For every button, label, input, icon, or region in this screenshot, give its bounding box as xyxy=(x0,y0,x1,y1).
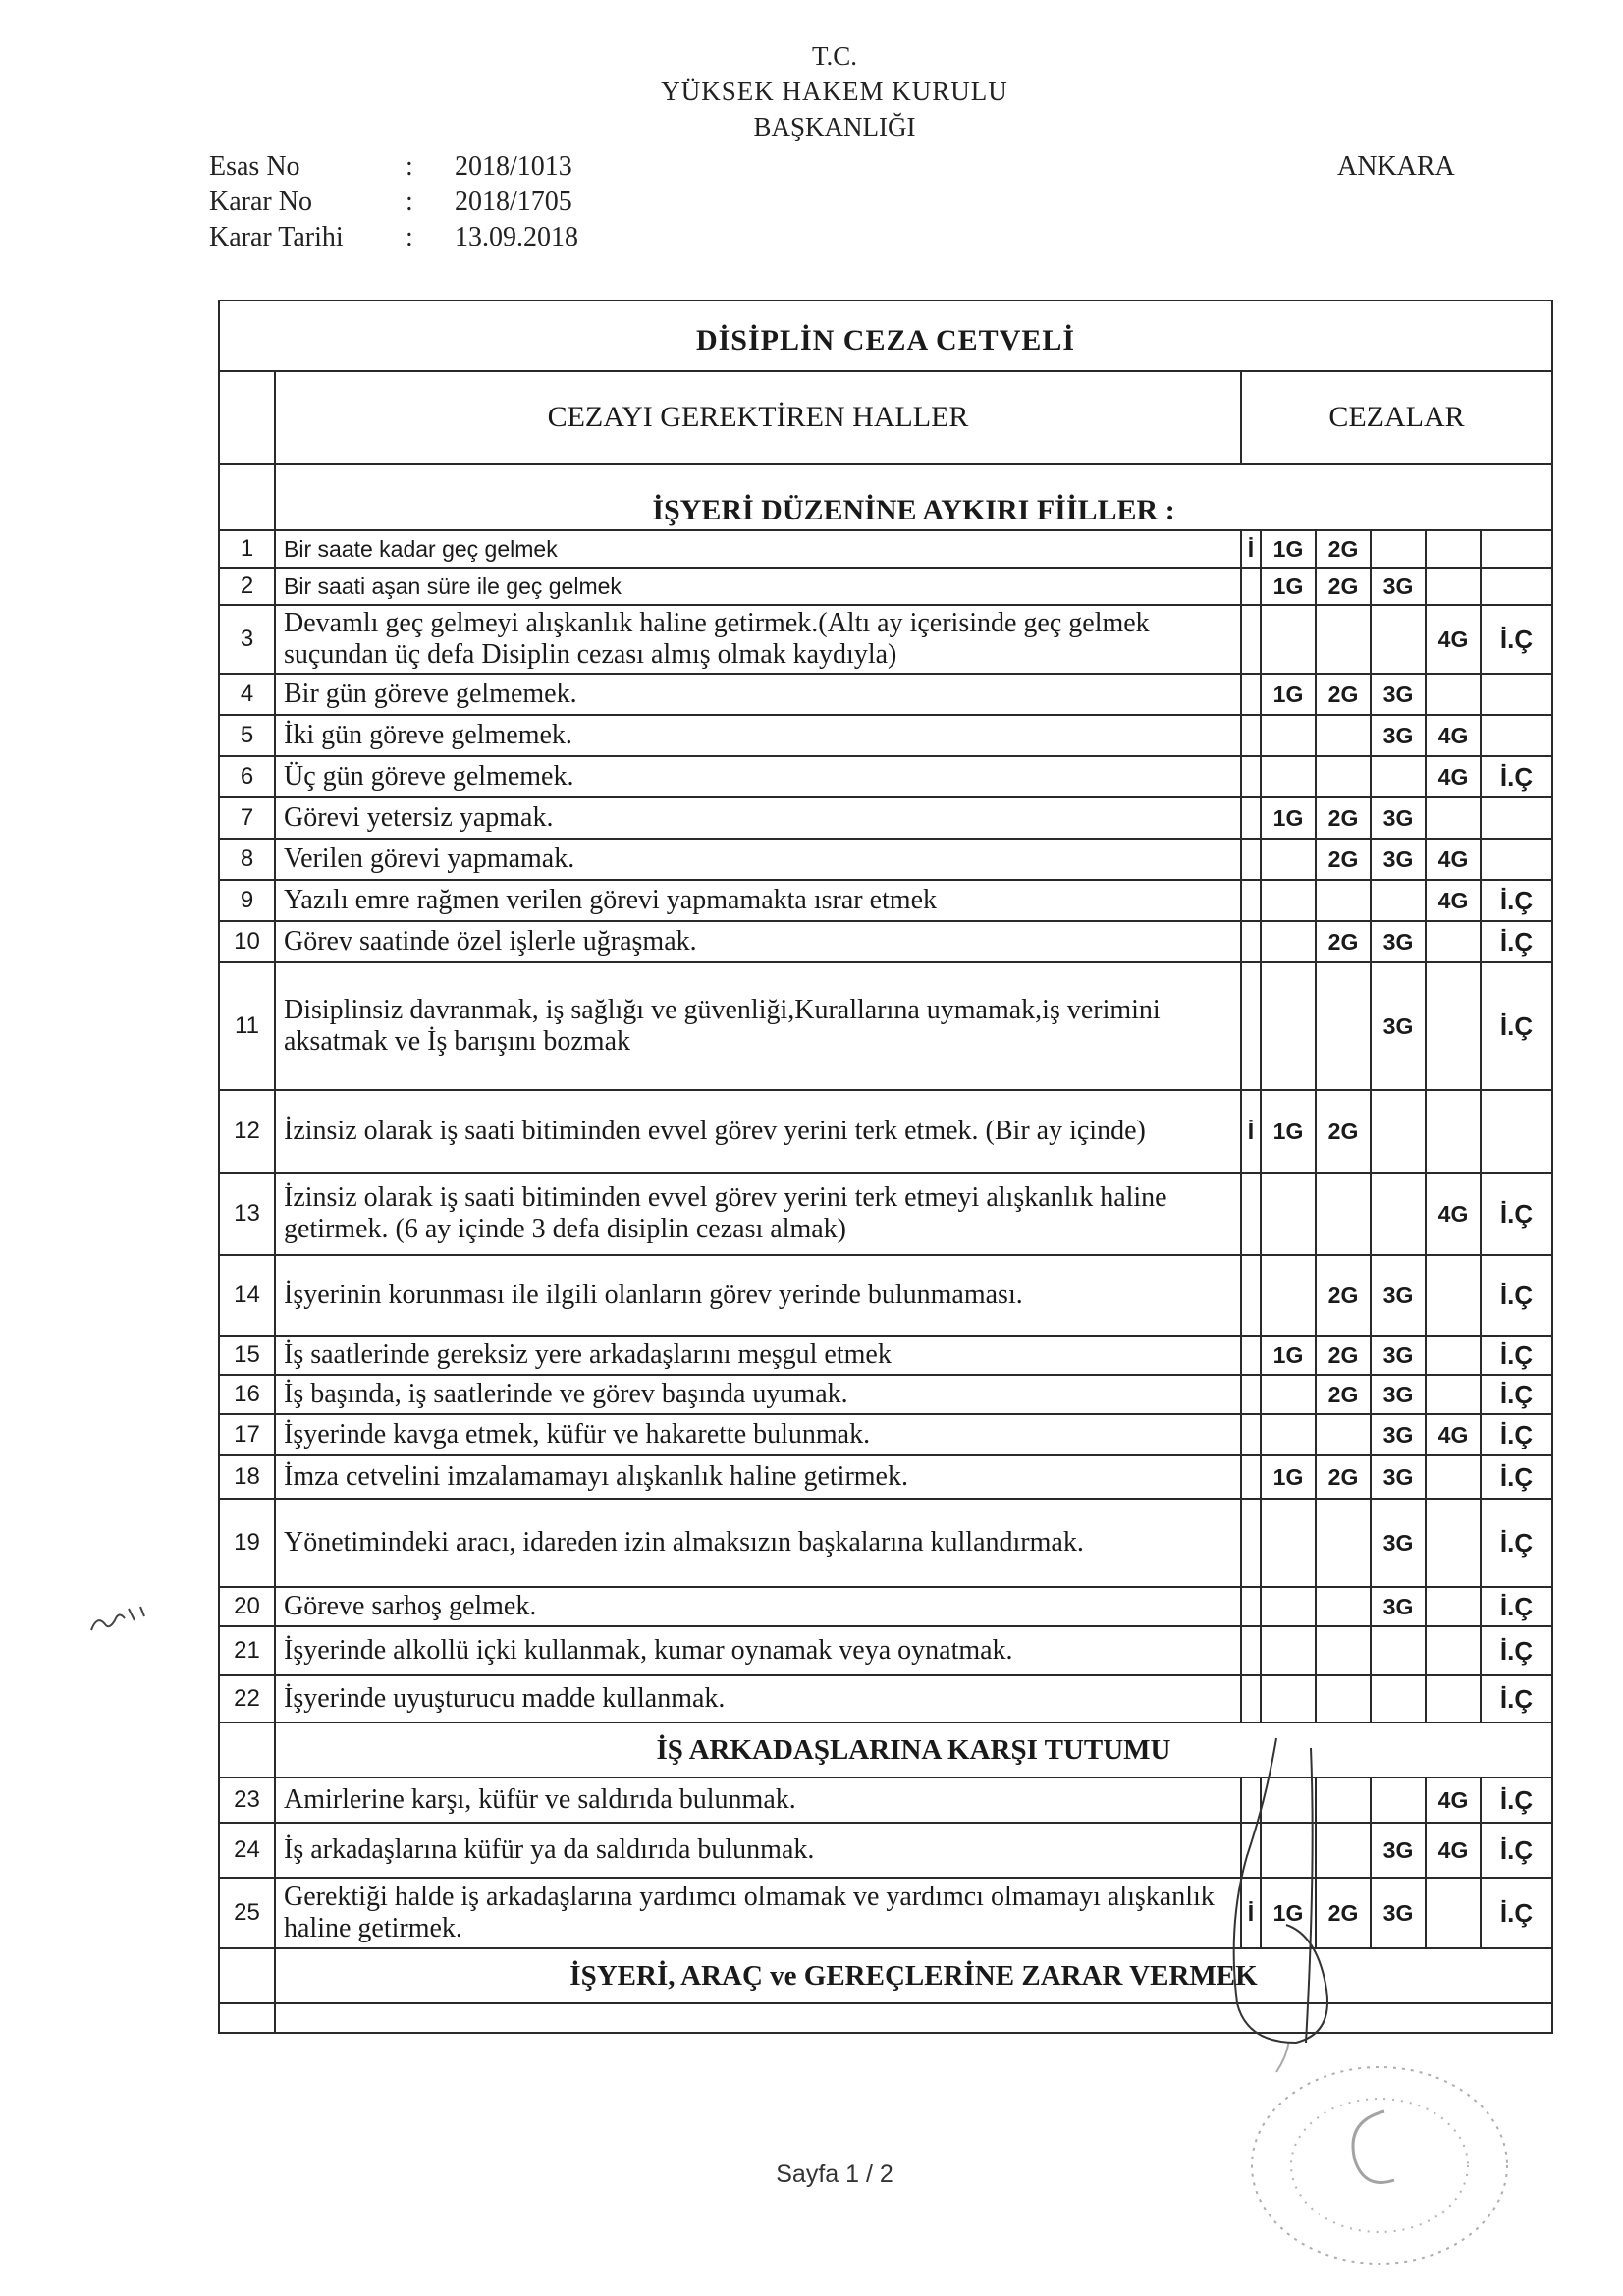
penalty-cell: 4G xyxy=(1426,1414,1481,1455)
signature-icon xyxy=(1217,1719,1375,2072)
table-row xyxy=(219,1455,1552,1499)
penalty-cell xyxy=(1316,756,1371,797)
penalty-cell: 1G xyxy=(1261,568,1316,605)
table-row xyxy=(219,1587,1552,1626)
col-head-cases: CEZAYI GEREKTİREN HALLER xyxy=(275,371,1241,464)
penalty-cell xyxy=(1241,1499,1261,1587)
penalty-cell: 3G xyxy=(1371,921,1426,962)
penalty-cell: 1G xyxy=(1261,1455,1316,1499)
row-description: Bir saati aşan süre ile geç gelmek xyxy=(275,568,1241,605)
penalty-cell xyxy=(1261,1675,1316,1722)
table-row xyxy=(219,756,1552,797)
meta-sep: : xyxy=(406,222,413,252)
table-row xyxy=(219,605,1552,674)
penalty-cell: 2G xyxy=(1316,1375,1371,1414)
penalty-cell xyxy=(1426,797,1481,839)
penalty-cell: İ xyxy=(1241,1878,1261,1948)
meta-value: 2018/1013 xyxy=(455,151,572,182)
penalty-cell xyxy=(1316,1675,1371,1722)
penalty-cell: İ.Ç xyxy=(1481,1878,1552,1948)
penalty-cell: 1G xyxy=(1261,530,1316,568)
penalty-cell: 4G xyxy=(1426,1777,1481,1823)
penalty-cell xyxy=(1371,605,1426,674)
row-number: 5 xyxy=(219,715,275,756)
case-meta xyxy=(209,149,578,255)
penalty-cell: İ xyxy=(1241,530,1261,568)
meta-label: Karar No xyxy=(209,187,312,217)
penalty-cell xyxy=(1241,1375,1261,1414)
penalty-cell: 2G xyxy=(1316,839,1371,880)
section-num-empty xyxy=(219,1948,275,2003)
row-number: 8 xyxy=(219,839,275,880)
city-label: ANKARA xyxy=(1337,151,1455,182)
penalty-cell xyxy=(1241,797,1261,839)
penalty-cell xyxy=(1241,568,1261,605)
row-number: 1 xyxy=(219,530,275,568)
penalty-cell xyxy=(1241,605,1261,674)
penalty-cell xyxy=(1426,1455,1481,1499)
row-number: 24 xyxy=(219,1823,275,1878)
row-description: Devamlı geç gelmeyi alışkanlık haline getirmek.(Altı ay içerisinde geç gelmek suçundan üç defa Disiplin cezası almış olmak kaydıyla) xyxy=(275,605,1241,674)
table-row xyxy=(219,1336,1552,1375)
penalty-cell xyxy=(1426,1090,1481,1173)
penalty-cell xyxy=(1241,1173,1261,1255)
penalty-cell xyxy=(1481,797,1552,839)
section-title: İŞYERİ DÜZENİNE AYKIRI FİİLLER : xyxy=(275,464,1552,530)
meta-row xyxy=(209,220,578,255)
header-presidency: BAŞKANLIĞI xyxy=(753,112,916,141)
margin-scribble-icon xyxy=(83,1591,162,1650)
penalty-cell: İ.Ç xyxy=(1481,1255,1552,1336)
penalty-cell xyxy=(1261,1499,1316,1587)
penalty-cell: İ.Ç xyxy=(1481,1823,1552,1878)
penalty-cell: 2G xyxy=(1316,921,1371,962)
penalty-cell: 4G xyxy=(1426,1173,1481,1255)
penalty-cell: İ.Ç xyxy=(1481,1499,1552,1587)
penalty-cell xyxy=(1261,1375,1316,1414)
row-description: Verilen görevi yapmamak. xyxy=(275,839,1241,880)
penalty-cell xyxy=(1261,1626,1316,1675)
penalty-cell xyxy=(1241,756,1261,797)
penalty-cell xyxy=(1241,1675,1261,1722)
penalty-cell: 2G xyxy=(1316,530,1371,568)
penalty-cell: 4G xyxy=(1426,880,1481,921)
penalty-cell: 3G xyxy=(1371,1587,1426,1626)
penalty-cell xyxy=(1426,1499,1481,1587)
penalty-cell xyxy=(1261,1587,1316,1626)
penalty-cell xyxy=(1241,962,1261,1090)
penalty-cell xyxy=(1241,880,1261,921)
row-description: Göreve sarhoş gelmek. xyxy=(275,1587,1241,1626)
penalty-cell: 3G xyxy=(1371,839,1426,880)
penalty-cell xyxy=(1481,674,1552,715)
penalty-cell: 4G xyxy=(1426,839,1481,880)
table-row xyxy=(219,568,1552,605)
table-row xyxy=(219,530,1552,568)
penalty-cell xyxy=(1426,962,1481,1090)
penalty-cell xyxy=(1481,715,1552,756)
row-number: 4 xyxy=(219,674,275,715)
penalty-cell xyxy=(1261,605,1316,674)
penalty-cell: 3G xyxy=(1371,797,1426,839)
page-number: Sayfa 1 / 2 xyxy=(776,2160,893,2188)
row-description: Disiplinsiz davranmak, iş sağlığı ve güvenliği,Kurallarına uymamak,iş verimini aksatmak ve İş barışını bozmak xyxy=(275,962,1241,1090)
meta-value: 13.09.2018 xyxy=(455,222,578,252)
row-number: 21 xyxy=(219,1626,275,1675)
penalty-cell xyxy=(1261,839,1316,880)
penalty-cell xyxy=(1261,962,1316,1090)
penalty-cell xyxy=(1426,1375,1481,1414)
col-head-penalties: CEZALAR xyxy=(1241,371,1552,464)
penalty-cell: 3G xyxy=(1371,1414,1426,1455)
penalty-cell xyxy=(1371,1090,1426,1173)
penalty-cell: İ.Ç xyxy=(1481,1587,1552,1626)
row-description: Yazılı emre rağmen verilen görevi yapmamakta ısrar etmek xyxy=(275,880,1241,921)
row-number: 3 xyxy=(219,605,275,674)
penalty-cell: İ.Ç xyxy=(1481,880,1552,921)
penalty-cell: 4G xyxy=(1426,1823,1481,1878)
penalty-cell xyxy=(1371,1626,1426,1675)
penalty-cell: 1G xyxy=(1261,674,1316,715)
row-description: Görevi yetersiz yapmak. xyxy=(275,797,1241,839)
penalty-cell: 3G xyxy=(1371,1255,1426,1336)
penalty-cell xyxy=(1316,1626,1371,1675)
table-row xyxy=(219,839,1552,880)
row-number: 22 xyxy=(219,1675,275,1722)
row-description: İşyerinde kavga etmek, küfür ve hakarette bulunmak. xyxy=(275,1414,1241,1455)
penalty-cell xyxy=(1481,568,1552,605)
penalty-cell: İ.Ç xyxy=(1481,921,1552,962)
penalty-cell: 4G xyxy=(1426,715,1481,756)
penalty-cell xyxy=(1241,1626,1261,1675)
row-number: 12 xyxy=(219,1090,275,1173)
penalty-cell xyxy=(1481,839,1552,880)
row-description: Gerektiği halde iş arkadaşlarına yardımcı olmamak ve yardımcı olmamayı alışkanlık haline getirmek. xyxy=(275,1878,1241,1948)
penalty-cell: 2G xyxy=(1316,797,1371,839)
row-description: İzinsiz olarak iş saati bitiminden evvel görev yerini terk etmek. (Bir ay içinde) xyxy=(275,1090,1241,1173)
penalty-cell xyxy=(1371,1173,1426,1255)
penalty-cell: 3G xyxy=(1371,1375,1426,1414)
penalty-cell xyxy=(1371,1675,1426,1722)
penalty-cell: 3G xyxy=(1371,962,1426,1090)
penalty-cell xyxy=(1371,880,1426,921)
penalty-cell: İ.Ç xyxy=(1481,1675,1552,1722)
penalty-cell: 3G xyxy=(1371,1455,1426,1499)
penalty-cell xyxy=(1426,674,1481,715)
row-description: İşyerinde alkollü içki kullanmak, kumar oynamak veya oynatmak. xyxy=(275,1626,1241,1675)
penalty-cell xyxy=(1426,1675,1481,1722)
row-number: 11 xyxy=(219,962,275,1090)
penalty-cell: 4G xyxy=(1426,756,1481,797)
penalty-cell xyxy=(1261,1414,1316,1455)
row-number: 20 xyxy=(219,1587,275,1626)
penalty-cell: 2G xyxy=(1316,1255,1371,1336)
table-row xyxy=(219,715,1552,756)
table-row xyxy=(219,1414,1552,1455)
penalty-cell xyxy=(1371,756,1426,797)
penalty-cell: 2G xyxy=(1316,1878,1371,1948)
row-number: 25 xyxy=(219,1878,275,1948)
penalty-cell xyxy=(1316,715,1371,756)
penalty-cell xyxy=(1316,605,1371,674)
penalty-cell: 3G xyxy=(1371,674,1426,715)
penalty-cell: 1G xyxy=(1261,797,1316,839)
penalty-cell xyxy=(1241,674,1261,715)
row-number: 16 xyxy=(219,1375,275,1414)
row-description: İzinsiz olarak iş saati bitiminden evvel görev yerini terk etmeyi alışkanlık haline getirmek. (6 ay içinde 3 defa disiplin cezası almak) xyxy=(275,1173,1241,1255)
row-number: 18 xyxy=(219,1455,275,1499)
row-description: Bir saate kadar geç gelmek xyxy=(275,530,1241,568)
meta-sep: : xyxy=(406,187,413,217)
table-row xyxy=(219,880,1552,921)
penalty-cell xyxy=(1426,1587,1481,1626)
meta-value: 2018/1705 xyxy=(455,187,572,217)
row-number: 17 xyxy=(219,1414,275,1455)
meta-row xyxy=(209,185,578,220)
row-description: Üç gün göreve gelmemek. xyxy=(275,756,1241,797)
penalty-cell: 2G xyxy=(1316,1090,1371,1173)
table-row xyxy=(219,921,1552,962)
table-row xyxy=(219,1173,1552,1255)
header-tc: T.C. xyxy=(812,41,857,71)
meta-label: Karar Tarihi xyxy=(209,222,344,252)
row-number: 14 xyxy=(219,1255,275,1336)
row-description: İş arkadaşlarına küfür ya da saldırıda bulunmak. xyxy=(275,1823,1241,1878)
row-description: İşyerinde uyuşturucu madde kullanmak. xyxy=(275,1675,1241,1722)
penalty-cell xyxy=(1241,921,1261,962)
row-description: Bir gün göreve gelmemek. xyxy=(275,674,1241,715)
table-row xyxy=(219,674,1552,715)
penalty-cell: 1G xyxy=(1261,1878,1316,1948)
penalty-cell: İ.Ç xyxy=(1481,1336,1552,1375)
penalty-cell: 3G xyxy=(1371,715,1426,756)
penalty-cell: 2G xyxy=(1316,1336,1371,1375)
penalty-cell xyxy=(1316,1414,1371,1455)
table-row xyxy=(219,1090,1552,1173)
row-description: Amirlerine karşı, küfür ve saldırıda bulunmak. xyxy=(275,1777,1241,1823)
meta-label: Esas No xyxy=(209,151,300,182)
penalty-cell: İ.Ç xyxy=(1481,756,1552,797)
penalty-cell xyxy=(1426,1336,1481,1375)
table-row xyxy=(219,797,1552,839)
section-title: İŞYERİ, ARAÇ ve GEREÇLERİNE ZARAR VERMEK xyxy=(275,1948,1552,2003)
penalty-cell xyxy=(1481,1090,1552,1173)
penalty-cell xyxy=(1241,839,1261,880)
penalty-cell: İ.Ç xyxy=(1481,1414,1552,1455)
penalty-cell xyxy=(1241,1414,1261,1455)
section-title: İŞ ARKADAŞLARINA KARŞI TUTUMU xyxy=(275,1722,1552,1777)
row-description: İmza cetvelini imzalamamayı alışkanlık haline getirmek. xyxy=(275,1455,1241,1499)
penalty-cell xyxy=(1241,1455,1261,1499)
table-row xyxy=(219,1626,1552,1675)
penalty-cell: İ xyxy=(1241,1090,1261,1173)
penalty-cell xyxy=(1261,880,1316,921)
official-stamp-icon xyxy=(1237,2043,1522,2269)
penalty-cell: 3G xyxy=(1371,1823,1426,1878)
blank-cell xyxy=(219,2003,275,2033)
penalty-cell xyxy=(1481,530,1552,568)
penalty-cell: 3G xyxy=(1371,568,1426,605)
penalty-cell xyxy=(1261,1255,1316,1336)
row-number: 13 xyxy=(219,1173,275,1255)
penalty-cell xyxy=(1426,1255,1481,1336)
penalty-cell: İ.Ç xyxy=(1481,1455,1552,1499)
penalty-cell: İ.Ç xyxy=(1481,1626,1552,1675)
penalty-cell xyxy=(1241,1587,1261,1626)
penalty-cell xyxy=(1426,921,1481,962)
penalty-cell xyxy=(1241,1255,1261,1336)
penalty-cell: 1G xyxy=(1261,1090,1316,1173)
penalty-cell xyxy=(1371,1777,1426,1823)
penalty-cell xyxy=(1261,1173,1316,1255)
row-number: 23 xyxy=(219,1777,275,1823)
penalty-cell xyxy=(1241,1336,1261,1375)
penalty-cell: 3G xyxy=(1371,1878,1426,1948)
penalty-cell: 3G xyxy=(1371,1499,1426,1587)
row-number: 6 xyxy=(219,756,275,797)
penalty-cell: 2G xyxy=(1316,568,1371,605)
row-description: İki gün göreve gelmemek. xyxy=(275,715,1241,756)
row-description: Görev saatinde özel işlerle uğraşmak. xyxy=(275,921,1241,962)
penalty-cell: 2G xyxy=(1316,674,1371,715)
table-row xyxy=(219,1255,1552,1336)
penalty-cell: 4G xyxy=(1426,605,1481,674)
row-description: İş saatlerinde gereksiz yere arkadaşlarını meşgul etmek xyxy=(275,1336,1241,1375)
penalty-cell xyxy=(1371,530,1426,568)
penalty-cell xyxy=(1316,880,1371,921)
section-num-empty xyxy=(219,1722,275,1777)
row-number: 15 xyxy=(219,1336,275,1375)
col-head-empty xyxy=(219,371,275,464)
penalty-cell: 2G xyxy=(1316,1455,1371,1499)
penalty-cell: İ.Ç xyxy=(1481,1777,1552,1823)
meta-row xyxy=(209,149,578,185)
penalty-cell xyxy=(1316,1499,1371,1587)
row-number: 7 xyxy=(219,797,275,839)
section-num-empty xyxy=(219,464,275,530)
table-row xyxy=(219,1675,1552,1722)
row-number: 2 xyxy=(219,568,275,605)
row-number: 19 xyxy=(219,1499,275,1587)
penalty-cell xyxy=(1316,1173,1371,1255)
penalty-cell xyxy=(1426,1878,1481,1948)
penalty-cell xyxy=(1426,568,1481,605)
row-number: 10 xyxy=(219,921,275,962)
penalty-cell: İ.Ç xyxy=(1481,1375,1552,1414)
row-number: 9 xyxy=(219,880,275,921)
penalty-cell: İ.Ç xyxy=(1481,962,1552,1090)
penalty-cell xyxy=(1316,1587,1371,1626)
penalty-cell xyxy=(1316,962,1371,1090)
penalty-cell xyxy=(1261,756,1316,797)
penalty-cell: İ.Ç xyxy=(1481,605,1552,674)
header-institution: YÜKSEK HAKEM KURULU xyxy=(661,77,1008,106)
row-description: İşyerinin korunması ile ilgili olanların görev yerinde bulunmaması. xyxy=(275,1255,1241,1336)
penalty-cell xyxy=(1261,715,1316,756)
meta-sep: : xyxy=(406,151,413,182)
penalty-cell xyxy=(1426,530,1481,568)
penalty-cell: 3G xyxy=(1371,1336,1426,1375)
table-title: DİSİPLİN CEZA CETVELİ xyxy=(219,301,1552,371)
table-row xyxy=(219,1499,1552,1587)
table-row xyxy=(219,962,1552,1090)
table-row xyxy=(219,1375,1552,1414)
penalty-cell: 1G xyxy=(1261,1336,1316,1375)
penalty-cell: İ.Ç xyxy=(1481,1173,1552,1255)
penalty-cell xyxy=(1426,1626,1481,1675)
penalty-cell xyxy=(1241,715,1261,756)
penalty-cell xyxy=(1261,921,1316,962)
row-description: İş başında, iş saatlerinde ve görev başında uyumak. xyxy=(275,1375,1241,1414)
row-description: Yönetimindeki aracı, idareden izin almaksızın başkalarına kullandırmak. xyxy=(275,1499,1241,1587)
